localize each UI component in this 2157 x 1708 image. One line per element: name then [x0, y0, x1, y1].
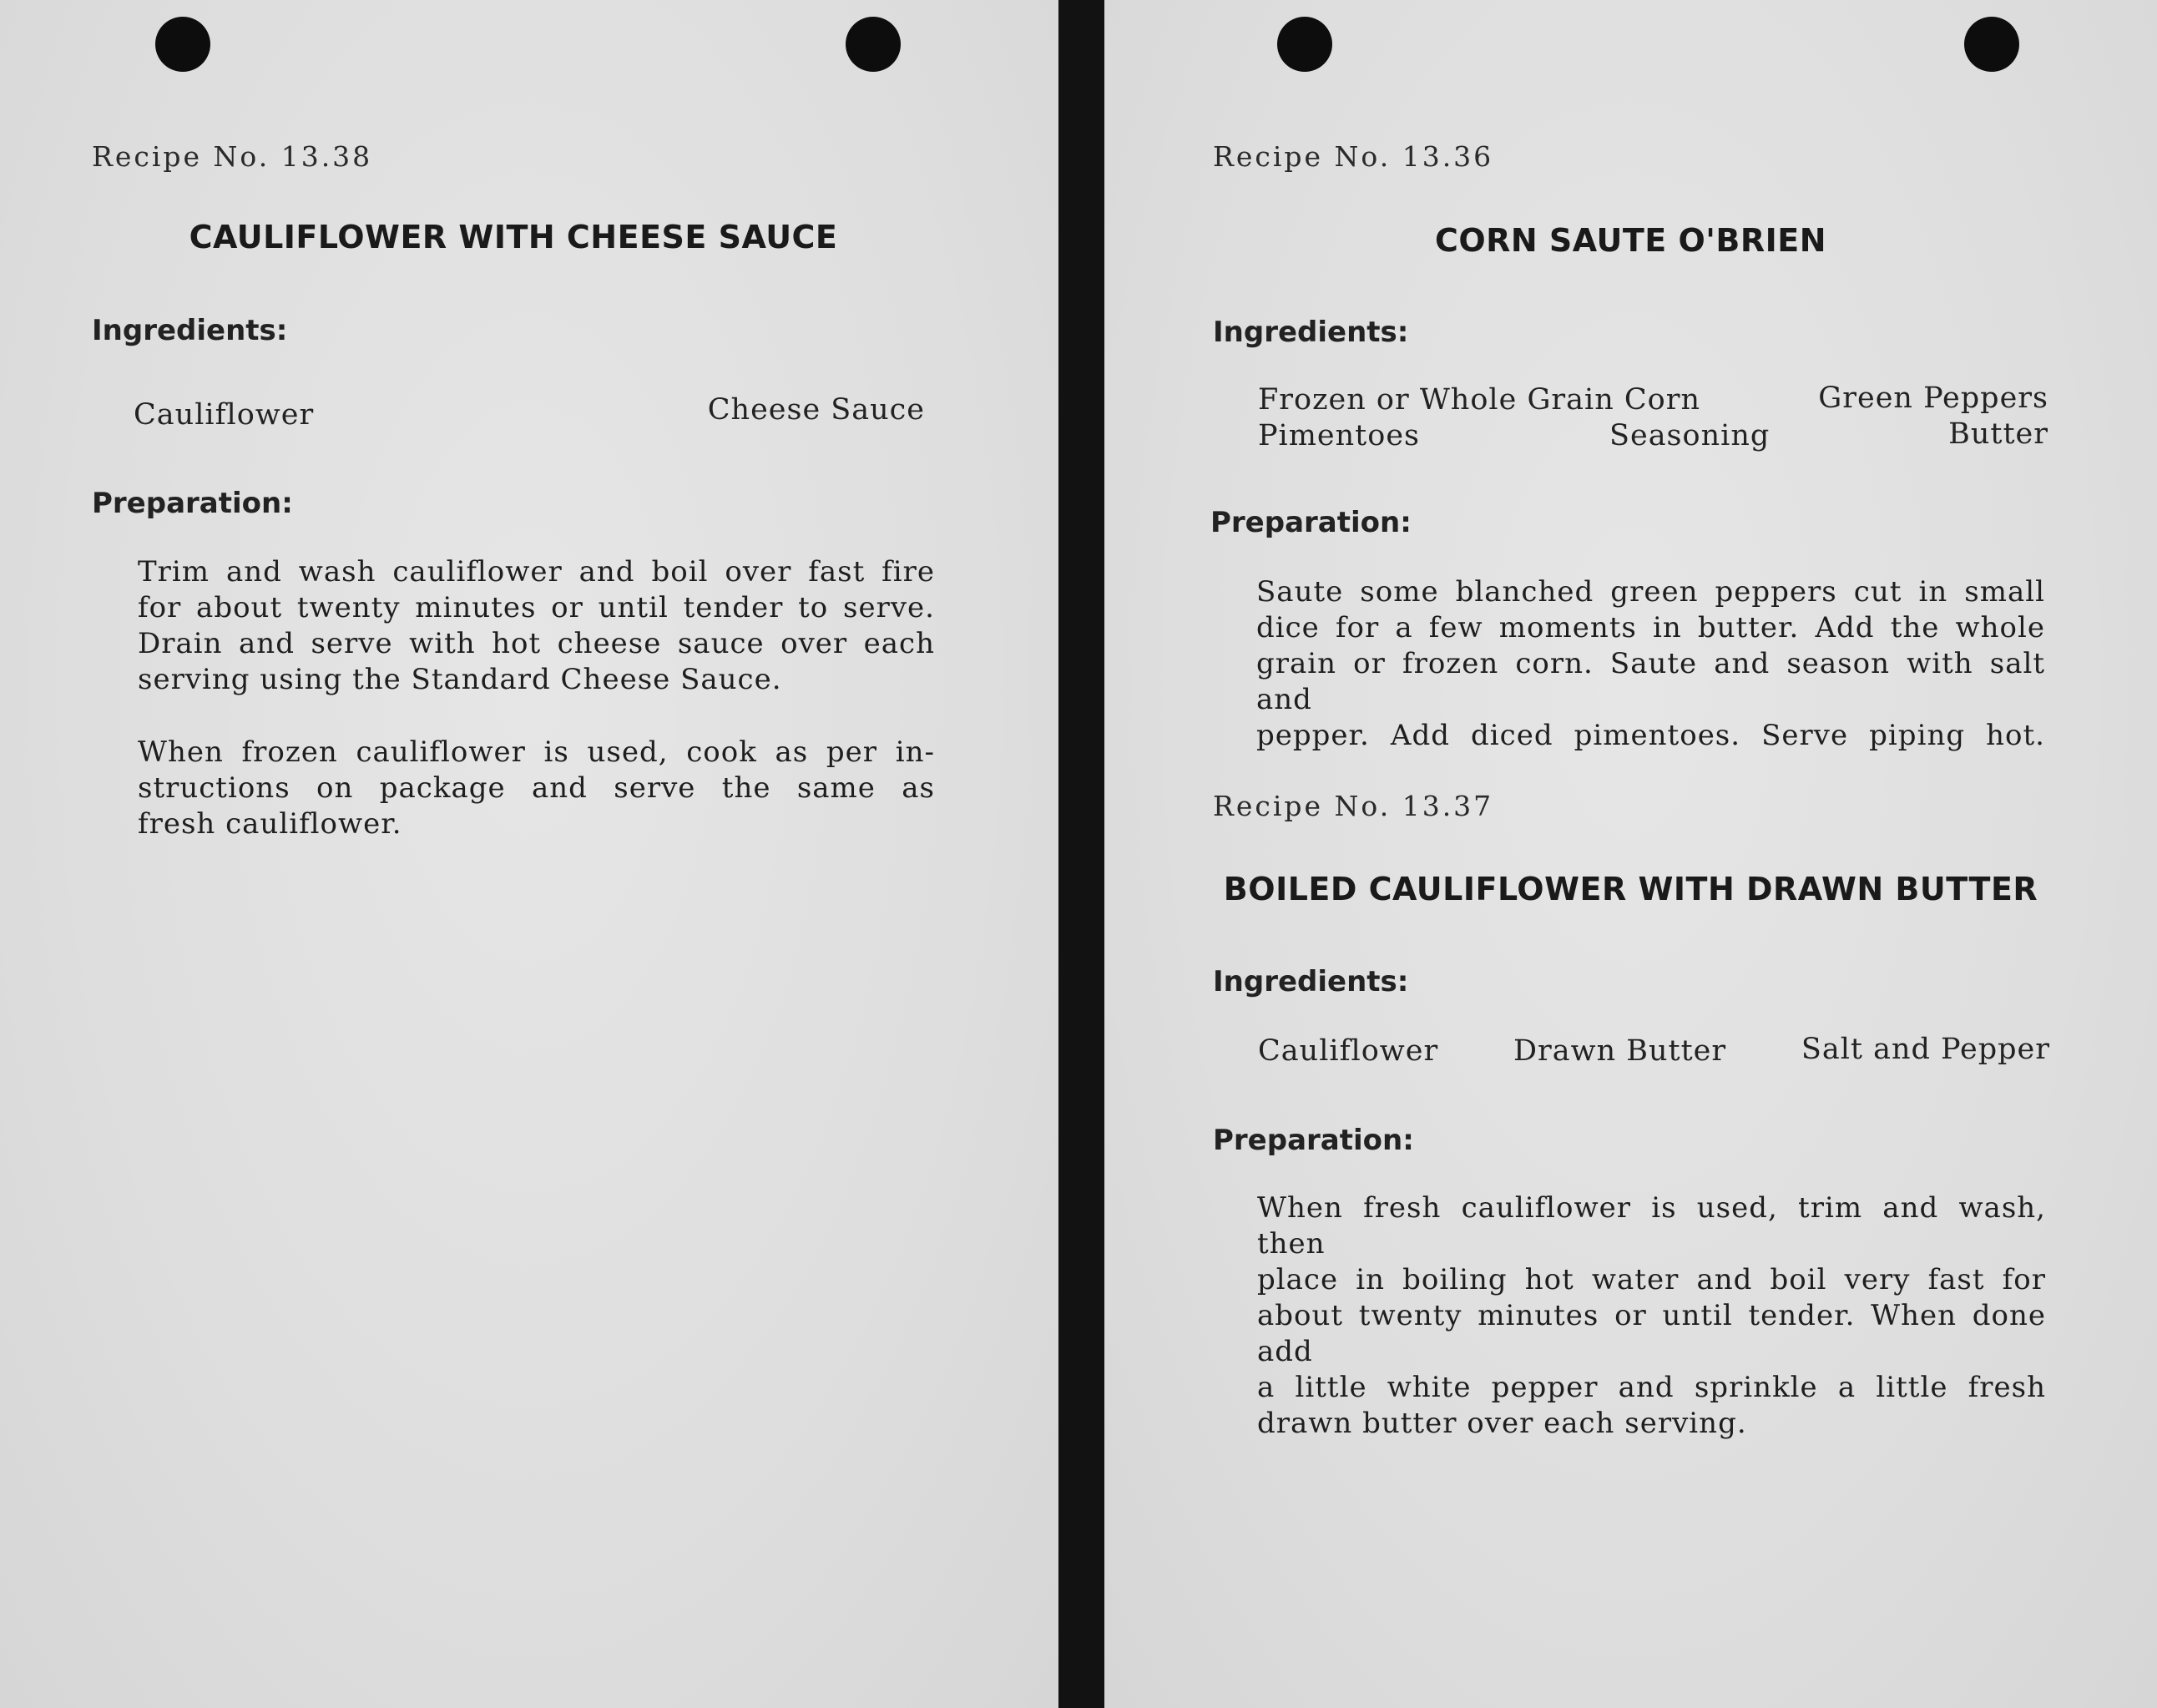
punch-hole: [1277, 17, 1332, 72]
ingredient-item: Butter: [1948, 417, 2048, 451]
preparation-line: dice for a few moments in butter. Add the whole: [1256, 611, 2045, 644]
ingredient-item: Salt and Pepper: [1801, 1033, 2050, 1066]
recipe-card-left: [0, 0, 1058, 1708]
ingredients-heading: Ingredients:: [1213, 965, 1409, 998]
preparation-line: structions on package and serve the same as: [138, 771, 935, 805]
preparation-line: When fresh cauliflower is used, trim and wash, then: [1257, 1191, 2046, 1261]
ingredient-item: Pimentoes: [1258, 419, 1420, 452]
ingredient-item: Drawn Butter: [1513, 1034, 1727, 1068]
punch-hole: [1964, 17, 2019, 72]
recipe-number: Recipe No. 13.36: [1213, 140, 1494, 173]
preparation-line: Trim and wash cauliflower and boil over fast fire: [138, 555, 935, 589]
ingredient-item: Green Peppers: [1818, 382, 2048, 415]
preparation-heading: Preparation:: [92, 487, 293, 520]
punch-hole: [155, 17, 210, 72]
preparation-line: When frozen cauliflower is used, cook as per in-: [138, 735, 935, 769]
recipe-title: CAULIFLOWER WITH CHEESE SAUCE: [189, 219, 838, 255]
ingredient-item: Cauliflower: [1258, 1034, 1439, 1068]
recipe-title: BOILED CAULIFLOWER WITH DRAWN BUTTER: [1223, 871, 2038, 907]
preparation-line: Drain and serve with hot cheese sauce over each: [138, 627, 935, 660]
preparation-heading: Preparation:: [1213, 1124, 1414, 1157]
preparation-paragraph: [1256, 574, 2045, 754]
ingredients-heading: Ingredients:: [92, 314, 288, 347]
preparation-paragraph: [1257, 1190, 2046, 1442]
ingredient-item: Cheese Sauce: [707, 393, 925, 427]
preparation-heading: Preparation:: [1210, 506, 1412, 539]
recipe-number: Recipe No. 13.37: [1213, 790, 1494, 822]
preparation-line: fresh cauliflower.: [138, 807, 402, 841]
ingredient-item: Cauliflower: [134, 398, 315, 432]
recipe-title: CORN SAUTE O'BRIEN: [1434, 222, 1827, 259]
recipe-number: Recipe No. 13.38: [92, 140, 373, 173]
preparation-line: serving using the Standard Cheese Sauce.: [138, 663, 782, 696]
ingredients-heading: Ingredients:: [1213, 316, 1409, 349]
recipe-card-right: [1104, 0, 2157, 1708]
preparation-line: pepper. Add diced pimentoes. Serve piping hot.: [1256, 719, 2045, 752]
preparation-line: a little white pepper and sprinkle a little fresh: [1257, 1371, 2046, 1404]
ingredient-item: Seasoning: [1609, 419, 1771, 452]
preparation-line: Saute some blanched green peppers cut in small: [1256, 575, 2045, 609]
preparation-line: drawn butter over each serving.: [1257, 1407, 1747, 1440]
preparation-line: grain or frozen corn. Saute and season with salt and: [1256, 647, 2045, 716]
card-divider: [1058, 0, 1104, 1708]
punch-hole: [846, 17, 901, 72]
preparation-paragraph: [138, 735, 935, 842]
preparation-line: about twenty minutes or until tender. When done add: [1257, 1299, 2046, 1368]
preparation-line: place in boiling hot water and boil very fast for: [1257, 1263, 2046, 1296]
ingredient-item: Frozen or Whole Grain Corn: [1258, 383, 1700, 417]
preparation-line: for about twenty minutes or until tender to serve.: [138, 591, 935, 624]
preparation-paragraph: [138, 554, 935, 698]
